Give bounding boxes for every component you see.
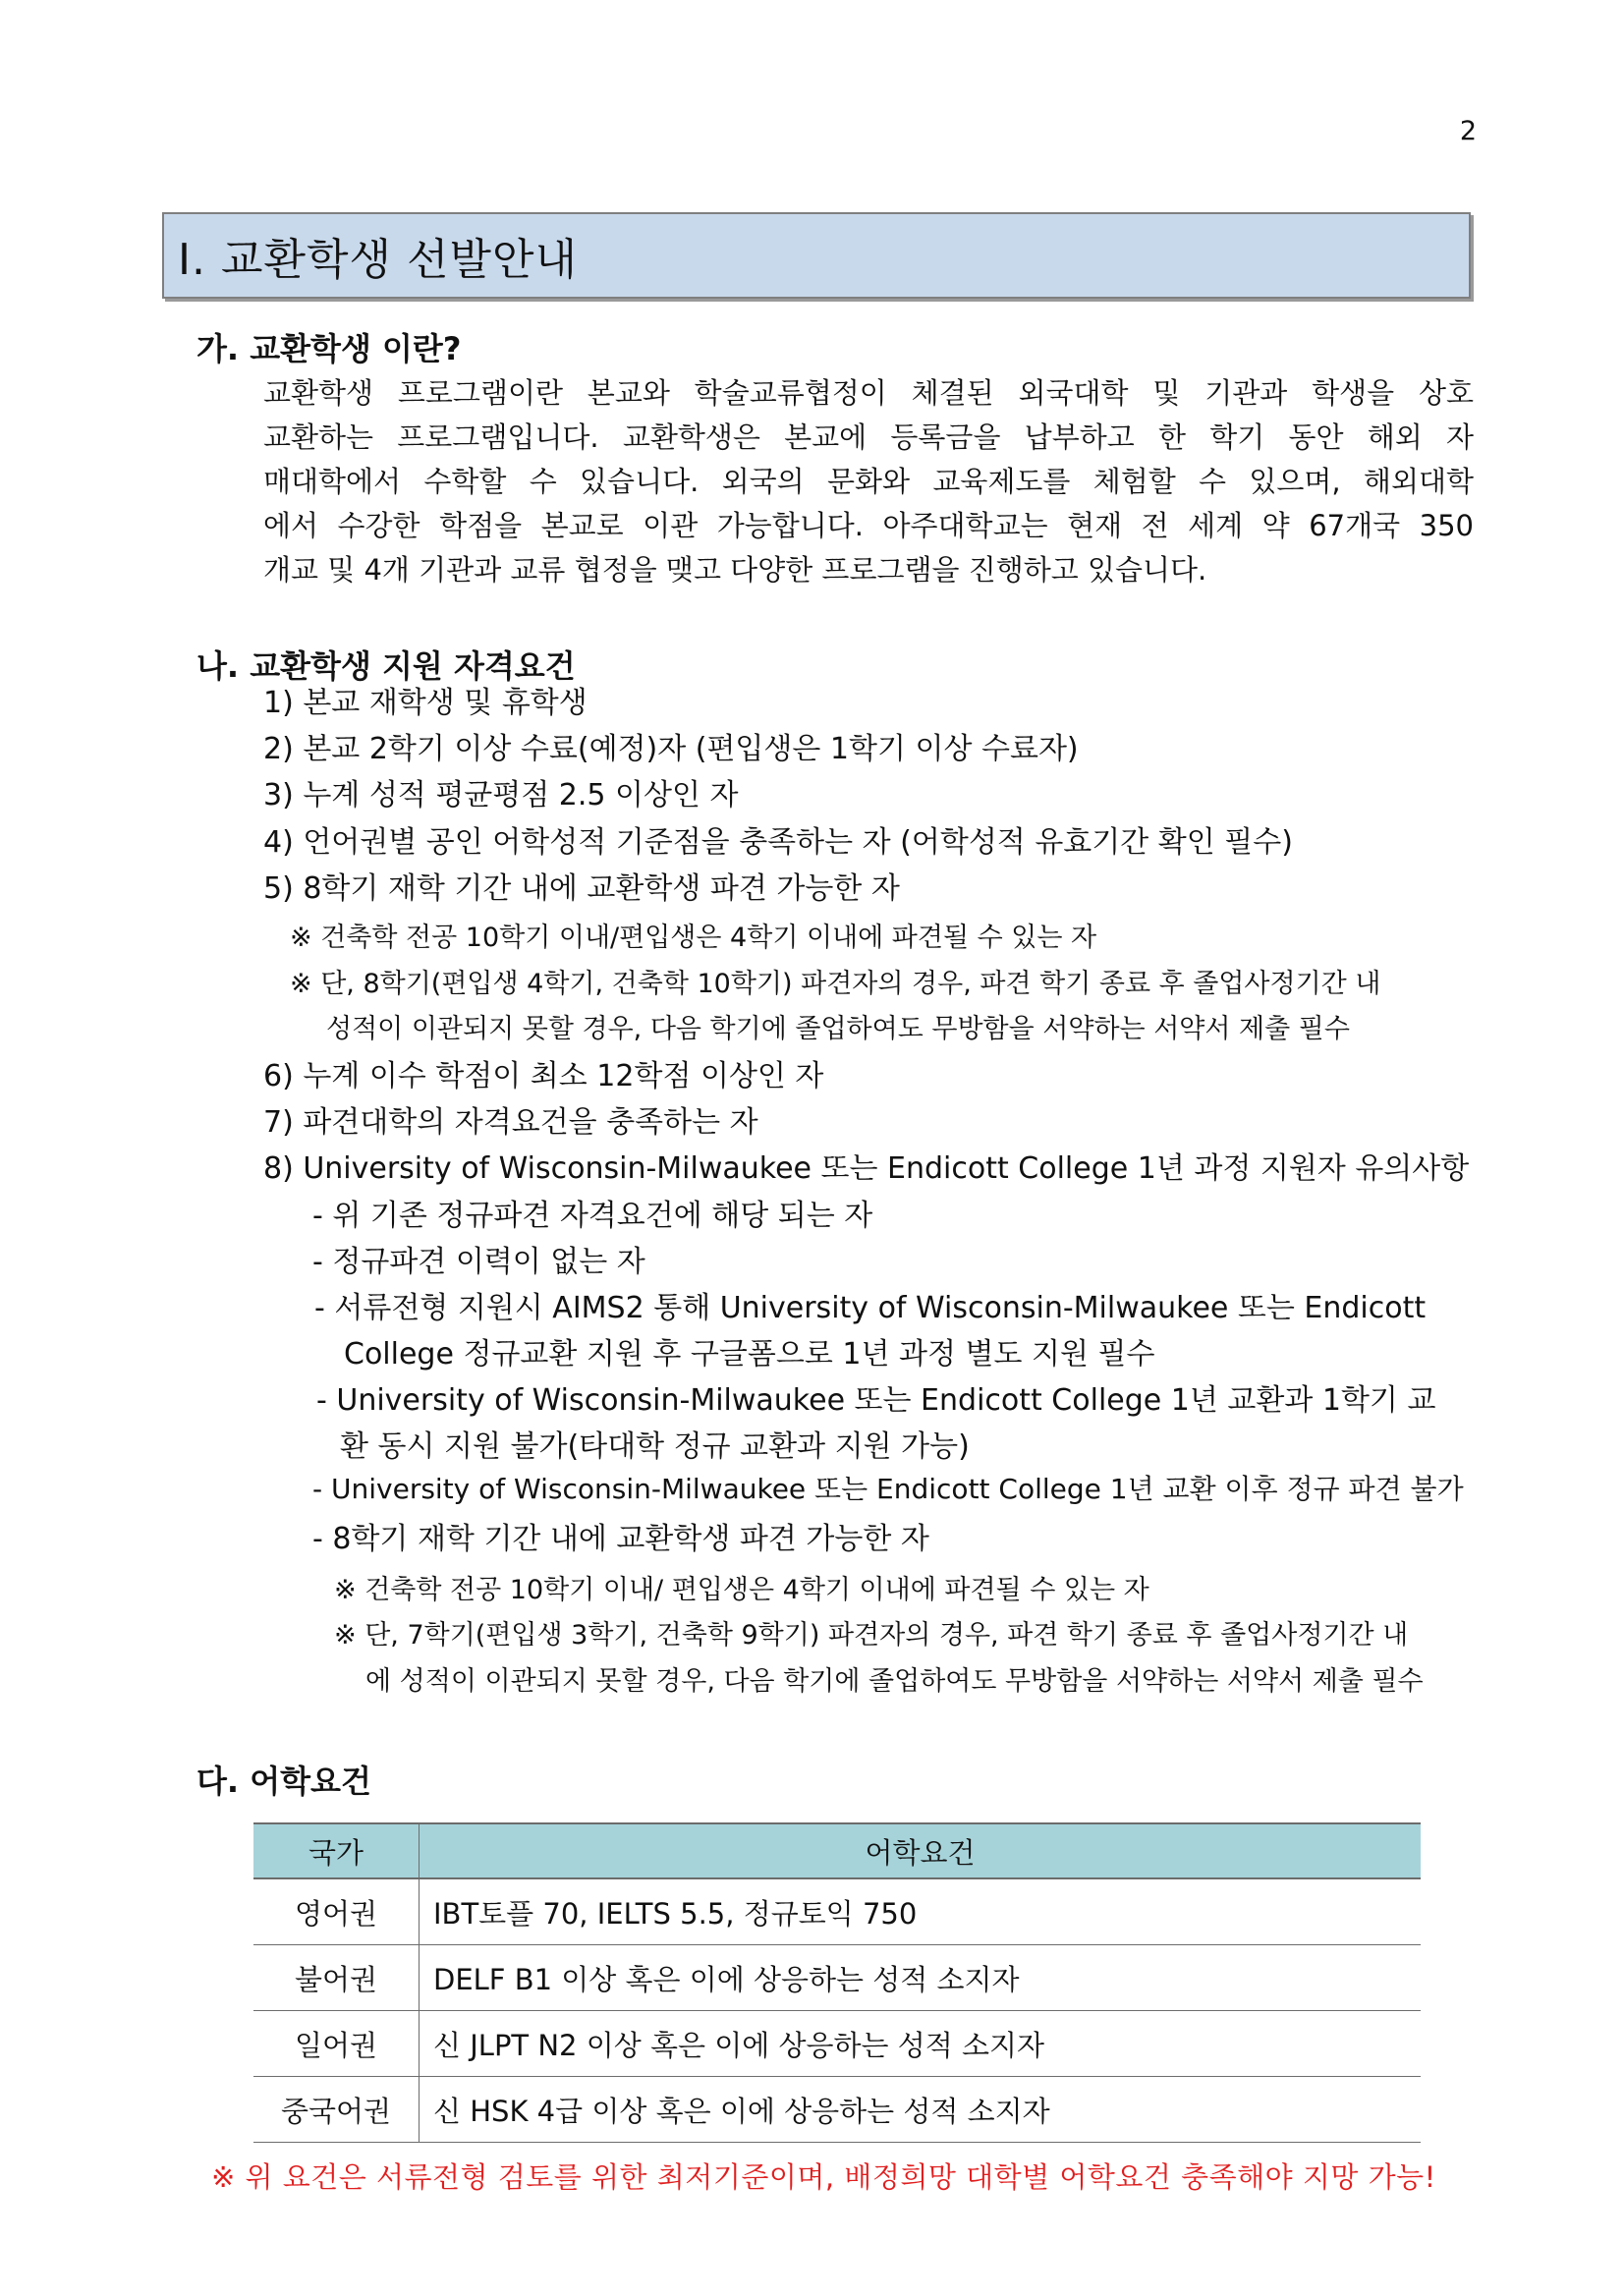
eligibility-note: 에 성적이 이관되지 못할 경우, 다음 학기에 졸업하여도 무방함을 서약하는 서약서 제출 필수 bbox=[365, 1666, 1424, 1697]
table-row bbox=[253, 1878, 1421, 1945]
eligibility-detail: - 8학기 재학 기간 내에 교환학생 파견 가능한 자 bbox=[312, 1522, 929, 1556]
eligibility-item: 3) 누계 성적 평균평점 2.5 이상인 자 bbox=[263, 778, 739, 812]
header-country: 국가 bbox=[253, 1823, 420, 1878]
subheading-what-is-exchange: 가. 교환학생 이란? bbox=[196, 330, 462, 367]
intro-line: 에서 수강한 학점을 본교로 이관 가능합니다. 아주대학교는 현재 전 세계 약 67개국 350 bbox=[263, 509, 1474, 542]
header-requirement: 어학요건 bbox=[420, 1823, 1422, 1878]
eligibility-note: ※ 단, 8학기(편입생 4학기, 건축학 10학기) 파견자의 경우, 파견 학기 종료 후 졸업사정기간 내 bbox=[290, 969, 1381, 999]
eligibility-item: 7) 파견대학의 자격요건을 충족하는 자 bbox=[263, 1105, 758, 1140]
intro-line: 개교 및 4개 기관과 교류 협정을 맺고 다양한 프로그램을 진행하고 있습니다. bbox=[263, 553, 1207, 587]
table-header-row bbox=[253, 1823, 1421, 1878]
eligibility-item: 1) 본교 재학생 및 휴학생 bbox=[263, 686, 588, 720]
eligibility-item: 6) 누계 이수 학점이 최소 12학점 이상인 자 bbox=[263, 1059, 824, 1093]
eligibility-detail: - University of Wisconsin-Milwaukee 또는 Endicott College 1년 교환과 1학기 교 bbox=[316, 1383, 1436, 1418]
eligibility-item: 5) 8학기 재학 기간 내에 교환학생 파견 가능한 자 bbox=[263, 871, 900, 906]
country-cell: 중국어권 bbox=[253, 2077, 420, 2143]
country-cell: 불어권 bbox=[253, 1945, 420, 2011]
eligibility-note: ※ 건축학 전공 10학기 이내/ 편입생은 4학기 이내에 파견될 수 있는 자 bbox=[334, 1575, 1149, 1605]
subheading-eligibility: 나. 교환학생 지원 자격요건 bbox=[196, 647, 576, 685]
eligibility-item: 4) 언어권별 공인 어학성적 기준점을 충족하는 자 (어학성적 유효기간 확인 필수) bbox=[263, 825, 1293, 860]
requirement-cell: 신 JLPT N2 이상 혹은 이에 상응하는 성적 소지자 bbox=[420, 2011, 1422, 2077]
table-row bbox=[253, 2077, 1421, 2143]
intro-line: 교환하는 프로그램입니다. 교환학생은 본교에 등록금을 납부하고 한 학기 동안 해외 자 bbox=[263, 420, 1474, 454]
eligibility-note: ※ 건축학 전공 10학기 이내/편입생은 4학기 이내에 파견될 수 있는 자 bbox=[290, 923, 1097, 953]
eligibility-item: 8) University of Wisconsin-Milwaukee 또는 Endicott College 1년 과정 지원자 유의사항 bbox=[263, 1151, 1470, 1186]
section-title-box bbox=[162, 212, 1471, 299]
eligibility-detail: - University of Wisconsin-Milwaukee 또는 Endicott College 1년 교환 이후 정규 파견 불가 bbox=[312, 1473, 1464, 1505]
eligibility-detail: - 위 기존 정규파견 자격요건에 해당 되는 자 bbox=[312, 1199, 873, 1233]
language-requirements-table bbox=[253, 1822, 1421, 2143]
requirement-cell: IBT토플 70, IELTS 5.5, 정규토익 750 bbox=[420, 1878, 1422, 1945]
intro-line: 교환학생 프로그램이란 본교와 학술교류협정이 체결된 외국대학 및 기관과 학생을 상호 bbox=[263, 376, 1474, 410]
requirement-cell: DELF B1 이상 혹은 이에 상응하는 성적 소지자 bbox=[420, 1945, 1422, 2011]
eligibility-note: ※ 단, 7학기(편입생 3학기, 건축학 9학기) 파견자의 경우, 파견 학기 종료 후 졸업사정기간 내 bbox=[334, 1620, 1409, 1651]
eligibility-detail: College 정규교환 지원 후 구글폼으로 1년 과정 별도 지원 필수 bbox=[344, 1337, 1155, 1372]
table-row bbox=[253, 2011, 1421, 2077]
table-row bbox=[253, 1945, 1421, 2011]
eligibility-note: 성적이 이관되지 못할 경우, 다음 학기에 졸업하여도 무방함을 서약하는 서약서 제출 필수 bbox=[326, 1014, 1350, 1044]
requirement-cell: 신 HSK 4급 이상 혹은 이에 상응하는 성적 소지자 bbox=[420, 2077, 1422, 2143]
eligibility-item: 2) 본교 2학기 이상 수료(예정)자 (편입생은 1학기 이상 수료자) bbox=[263, 732, 1079, 766]
eligibility-detail: - 서류전형 지원시 AIMS2 통해 University of Wisconsin-Milwaukee 또는 Endicott bbox=[314, 1291, 1427, 1325]
intro-line: 매대학에서 수학할 수 있습니다. 외국의 문화와 교육제도를 체험할 수 있으며, 해외대학 bbox=[263, 465, 1474, 498]
section-title: I. 교환학생 선발안내 bbox=[178, 235, 578, 285]
intro-paragraph bbox=[263, 371, 1474, 592]
language-warning: ※ 위 요건은 서류전형 검토를 위한 최저기준이며, 배정희망 대학별 어학요건 충족해야 지망 가능! bbox=[211, 2160, 1436, 2194]
country-cell: 일어권 bbox=[253, 2011, 420, 2077]
eligibility-detail: 환 동시 지원 불가(타대학 정규 교환과 지원 가능) bbox=[340, 1429, 970, 1464]
subheading-language: 다. 어학요건 bbox=[196, 1763, 371, 1800]
page-number: 2 bbox=[1459, 116, 1477, 146]
country-cell: 영어권 bbox=[253, 1878, 420, 1945]
eligibility-detail: - 정규파견 이력이 없는 자 bbox=[312, 1245, 645, 1279]
